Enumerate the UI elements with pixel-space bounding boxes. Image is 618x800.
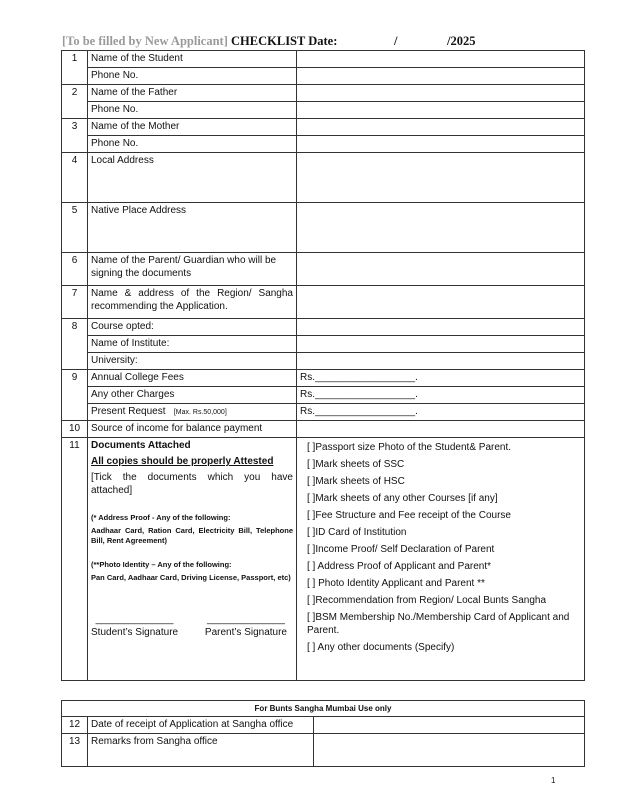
doc-checkbox[interactable]: [ ]Fee Structure and Fee receipt of the Course [307, 510, 511, 521]
row-number: 5 [62, 203, 88, 253]
office-use-note: For Bunts Sangha Mumbai Use only [62, 701, 585, 717]
row-other-charges [62, 387, 585, 404]
row-father-name [62, 85, 585, 102]
row-present-request [62, 404, 585, 421]
field-label: Native Place Address [88, 203, 297, 253]
row-number: 4 [62, 153, 88, 203]
field-label: Name of the Father [88, 85, 297, 102]
receipt-date-input[interactable] [314, 717, 585, 734]
documents-checklist [297, 438, 585, 681]
doc-checkbox[interactable]: [ ]Mark sheets of HSC [307, 476, 405, 487]
remarks-input[interactable] [314, 734, 585, 767]
row-guardian [62, 253, 585, 286]
max-note: [Max. Rs.50,000] [173, 409, 227, 416]
row-number: 7 [62, 286, 88, 319]
date-slash: / [394, 34, 398, 48]
field-label: Remarks from Sangha office [88, 734, 314, 767]
date-year: /2025 [447, 34, 476, 48]
field-label: Phone No. [88, 102, 297, 119]
father-phone-input[interactable] [297, 102, 585, 119]
address-proof-list: Aadhaar Card, Ration Card, Electricity Bill, Telephone Bill, Rent Agreement) [91, 526, 293, 545]
row-mother-phone [62, 136, 585, 153]
doc-checkbox[interactable]: [ ] Any other documents (Specify) [307, 642, 455, 653]
income-source-input[interactable] [297, 421, 585, 438]
father-name-input[interactable] [297, 85, 585, 102]
header-title: CHECKLIST Date: [231, 34, 338, 48]
student-signature-label: Student’s Signature [91, 627, 179, 638]
row-course [62, 319, 585, 336]
student-signature-line[interactable]: ______________ [95, 614, 174, 625]
row-number: 11 [62, 438, 88, 681]
photo-identity-list: Pan Card, Aadhaar Card, Driving License, Passport, etc) [91, 573, 291, 582]
field-label: Name & address of the Region/ Sangha recommending the Application. [88, 286, 297, 319]
mother-name-input[interactable] [297, 119, 585, 136]
row-number: 6 [62, 253, 88, 286]
row-number: 9 [62, 370, 88, 387]
page-number: 1 [551, 776, 556, 785]
native-address-input[interactable] [297, 203, 585, 253]
row-native-address [62, 203, 585, 253]
field-label: Present Request [Max. Rs.50,000] [88, 404, 297, 421]
student-name-input[interactable] [297, 51, 585, 68]
row-mother-name [62, 119, 585, 136]
address-proof-title: (* Address Proof - Any of the following: [91, 513, 231, 522]
row-local-address [62, 153, 585, 203]
row-student-name [62, 51, 585, 68]
row-number: 3 [62, 119, 88, 136]
present-request-input[interactable]: Rs.__________________. [297, 404, 585, 421]
doc-checkbox[interactable]: [ ]BSM Membership No./Membership Card of Applicant and Parent. [307, 612, 570, 636]
course-input[interactable] [297, 319, 585, 336]
university-input[interactable] [297, 353, 585, 370]
header-note: [To be filled by New Applicant] [62, 34, 228, 48]
row-father-phone [62, 102, 585, 119]
row-number: 1 [62, 51, 88, 68]
local-address-input[interactable] [297, 153, 585, 203]
doc-checkbox[interactable]: [ ]Mark sheets of any other Courses [if any] [307, 493, 498, 504]
field-label: Date of receipt of Application at Sangha office [88, 717, 314, 734]
row-student-phone [62, 68, 585, 85]
attest-note: All copies should be properly Attested [91, 456, 274, 467]
signature-block [91, 613, 293, 639]
field-label: Phone No. [88, 136, 297, 153]
doc-checkbox[interactable]: [ ]Mark sheets of SSC [307, 459, 405, 470]
institute-input[interactable] [297, 336, 585, 353]
row-number: 13 [62, 734, 88, 767]
field-label: University: [88, 353, 297, 370]
row-income-source [62, 421, 585, 438]
row-annual-fees [62, 370, 585, 387]
doc-checkbox[interactable]: [ ]Recommendation from Region/ Local Bunts Sangha [307, 595, 547, 606]
photo-identity-title: (**Photo Identity – Any of the following: [91, 560, 232, 569]
row-receipt-date [62, 717, 585, 734]
doc-checkbox[interactable]: [ ] Photo Identity Applicant and Parent ** [307, 578, 485, 589]
row-remarks [62, 734, 585, 767]
doc-checkbox[interactable]: [ ] Address Proof of Applicant and Parent* [307, 561, 492, 572]
mother-phone-input[interactable] [297, 136, 585, 153]
field-label: Name of Institute: [88, 336, 297, 353]
field-label: Name of the Student [88, 51, 297, 68]
field-label: Source of income for balance payment [88, 421, 297, 438]
field-label: Course opted: [88, 319, 297, 336]
row-number: 8 [62, 319, 88, 336]
other-charges-input[interactable]: Rs.__________________. [297, 387, 585, 404]
row-number: 10 [62, 421, 88, 438]
field-label: Name of the Parent/ Guardian who will be signing the documents [88, 253, 297, 286]
checklist-table [61, 50, 585, 681]
documents-title: Documents Attached [91, 440, 191, 451]
field-label: Name of the Mother [88, 119, 297, 136]
doc-checkbox[interactable]: [ ]Income Proof/ Self Declaration of Parent [307, 544, 495, 555]
office-use-table [61, 700, 585, 767]
annual-fees-input[interactable]: Rs.__________________. [297, 370, 585, 387]
field-label: Local Address [88, 153, 297, 203]
row-region-sangha [62, 286, 585, 319]
tick-note: [Tick the documents which you have attached] [91, 472, 293, 496]
region-sangha-input[interactable] [297, 286, 585, 319]
row-university [62, 353, 585, 370]
documents-left [88, 438, 297, 681]
doc-checkbox[interactable]: [ ]Passport size Photo of the Student& Parent. [307, 442, 512, 453]
field-label: Phone No. [88, 68, 297, 85]
field-label: Annual College Fees [88, 370, 297, 387]
checklist-header [62, 34, 582, 50]
doc-checkbox[interactable]: [ ]ID Card of Institution [307, 527, 407, 538]
row-documents [62, 438, 585, 681]
row-institute [62, 336, 585, 353]
guardian-input[interactable] [297, 253, 585, 286]
parent-signature-line[interactable]: ______________ [207, 614, 285, 625]
parent-signature-label: Parent’s Signature [204, 627, 287, 638]
field-label: Any other Charges [88, 387, 297, 404]
student-phone-input[interactable] [297, 68, 585, 85]
row-number: 12 [62, 717, 88, 734]
row-number: 2 [62, 85, 88, 102]
